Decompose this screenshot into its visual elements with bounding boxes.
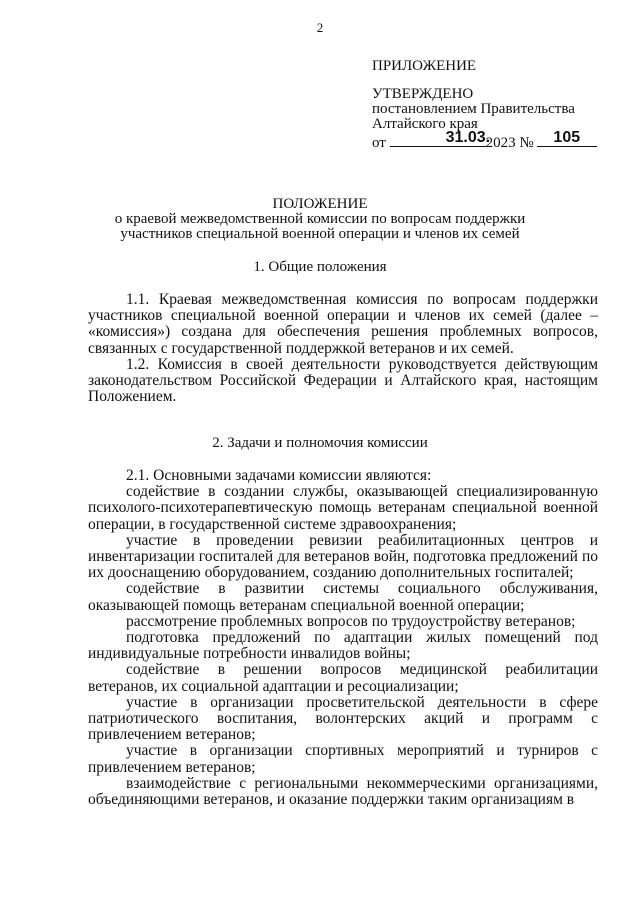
approved-by-line1: постановлением Правительства [372, 101, 575, 117]
section1-heading: 1. Общие положения [253, 259, 387, 275]
paragraph: участие в организации спортивных мероприятий и турниров с привлечением ветеранов; [88, 742, 598, 776]
approved-label: УТВЕРЖДЕНО [372, 86, 474, 102]
from-label: от [372, 135, 386, 151]
handwritten-date: 31.03. [445, 129, 491, 146]
document-subtitle-line1: о краевой межведомственной комиссии по вопросам поддержки [114, 211, 526, 227]
appendix-label: ПРИЛОЖЕНИЕ [372, 58, 477, 74]
paragraph: участие в организации просветительской деятельности в сфере патриотического воспитания, волонтерских акций и программ с привлечением ветеранов; [88, 693, 598, 744]
paragraph: 2.1. Основными задачами комиссии являются: [126, 467, 432, 484]
paragraph: содействие в создании службы, оказывающей специализированную психолого-психотерапевтическую помощь ветеранам специальной военной операции, в государственной системе здравоохранения; [88, 483, 598, 533]
section2-body [88, 468, 598, 808]
paragraph: содействие в развитии системы социального обслуживания, оказывающей помощь ветеранам специальной военной операции; [88, 580, 598, 614]
page-number: 2 [316, 20, 324, 35]
document-subtitle-line2: участников специальной военной операции и членов их семей [120, 226, 520, 242]
paragraph: 1.2. Комиссия в своей деятельности руководствуется действующим законодательством Российской Федерации и Алтайского края, настоящим Положением. [88, 355, 598, 406]
decree-year: 2023 [485, 135, 516, 151]
date-blank [390, 129, 491, 147]
handwritten-number: 105 [553, 129, 581, 146]
paragraph: содействие в решении вопросов медицинской реабилитации ветеранов, их социальной адаптации и ресоциализации; [88, 661, 598, 695]
number-sign: № [519, 135, 534, 151]
paragraph: участие в проведении ревизии реабилитационных центров и инвентаризации госпиталей для ветеранов войн, подготовка предложений по их дооснащению оборудованием, созданию дополнительных госпиталей; [88, 531, 598, 582]
section1-body [88, 292, 598, 405]
decree-date-number-line [372, 129, 597, 151]
document-title: ПОЛОЖЕНИЕ [272, 196, 368, 212]
paragraph: подготовка предложений по адаптации жилых помещений под индивидуальные потребности инвалидов войны; [88, 629, 598, 663]
paragraph: взаимодействие с региональными некоммерческими организациями, объединяющими ветеранов, и оказание поддержки таким организациям в [88, 774, 598, 809]
paragraph: рассмотрение проблемных вопросов по трудоустройству ветеранов; [126, 612, 576, 630]
section2-heading: 2. Задачи и полномочия комиссии [212, 435, 428, 451]
paragraph: 1.1. Краевая межведомственная комиссия по вопросам поддержки участников специальной военной операции и членов их семей (далее – «комиссия») создана для обеспечения решения проблемных вопросов, связанных с государственной поддержкой ветеранов и их семей. [88, 291, 598, 357]
number-blank [537, 129, 597, 147]
approved-by-line2: Алтайского края [372, 116, 478, 132]
